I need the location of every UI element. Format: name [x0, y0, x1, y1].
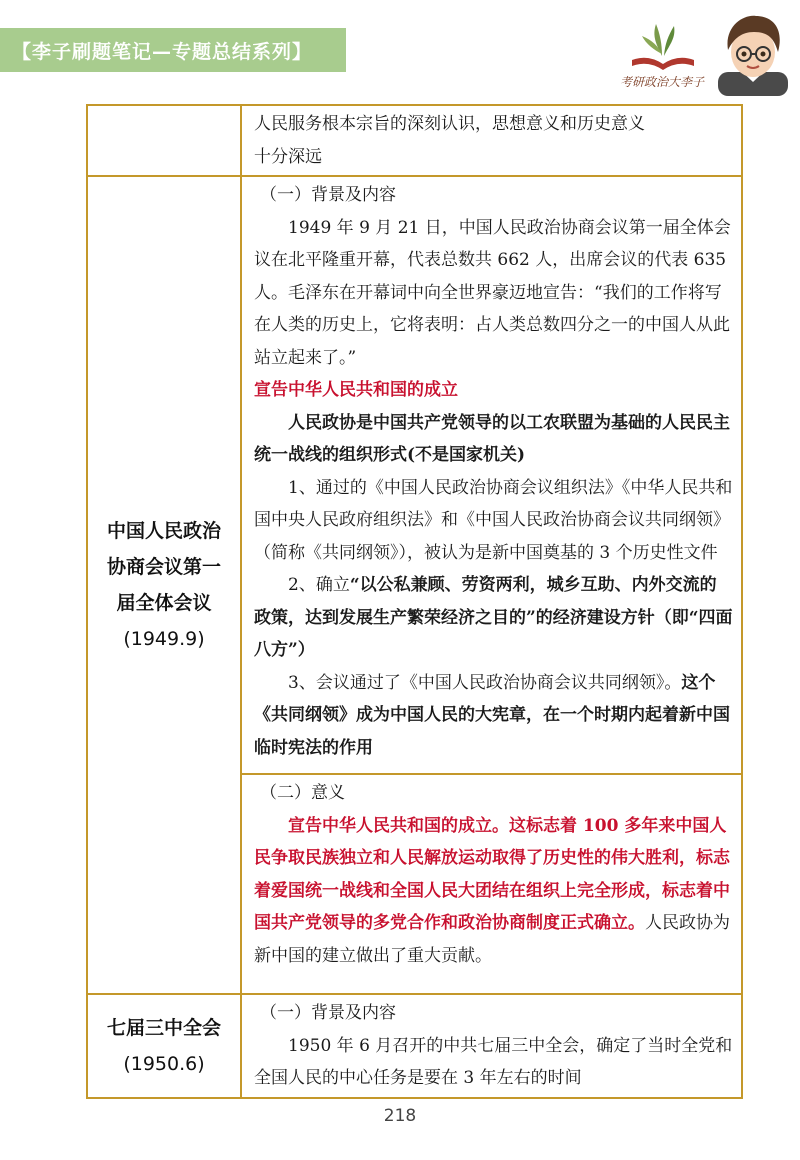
banner-title: 【李子刷题笔记—专题总结系列】	[12, 40, 313, 63]
topic-cell-cppcc	[87, 176, 241, 994]
series-banner	[0, 28, 346, 72]
logo-text: 考研政治大李子	[619, 75, 705, 89]
highlight-text: 宣告中华人民共和国的成立	[254, 380, 458, 400]
continued-text-line: 人民服务根本宗旨的深刻认识，思想意义和历史意义	[254, 114, 645, 134]
list-item: 3、会议通过了《中国人民政治协商会议共同纲领》。这个《共同纲领》成为中国人民的大宪章，在一个时期内起着新中国临时宪法的作用	[254, 672, 730, 758]
history-table	[86, 104, 743, 1099]
table-row	[87, 176, 742, 774]
content-cell-significance	[241, 774, 742, 994]
list-item: 1、通过的《中国人民政治协商会议组织法》《中华人民共和国中央人民政府组织法》和《中国人民政治协商会议共同纲领》（简称《共同纲领》），被认为是新中国奠基的 3 个历史性文件	[254, 477, 733, 563]
continued-text-line: 十分深远	[254, 146, 322, 167]
topic-title: 七届三中全会 (1950.6)	[106, 1016, 221, 1075]
topic-cell-empty	[87, 105, 241, 176]
content-cell-background	[241, 176, 742, 774]
paragraph: 1949 年 9 月 21 日，中国人民政治协商会议第一届全体会议在北平隆重开幕，代表总数共 662 人，出席会议的代表 635 人。毛泽东在开幕词中向全世界豪迈地宣告：“我们的工作将写在人类的历史上，它将表明：占人类总数四分之一的中国人从此站立起来了。”	[254, 217, 731, 368]
paragraph: 1950 年 6 月召开的中共七届三中全会，确定了当时全党和全国人民的中心任务是要在 3 年左右的时间	[254, 1035, 733, 1088]
table-row	[87, 105, 742, 176]
topic-cell-third-plenum	[87, 994, 241, 1098]
avatar	[714, 12, 792, 96]
page-number: 218	[383, 1106, 417, 1126]
content-cell	[241, 994, 742, 1098]
table-row	[87, 994, 742, 1098]
section-heading: （二）意义	[260, 783, 345, 803]
topic-title: 中国人民政治 协商会议第一 届全体会议 (1949.9)	[106, 520, 221, 650]
list-item: 2、确立“以公私兼顾、劳资两利，城乡互助、内外交流的政策，达到发展生产繁荣经济之目的”的经济建设方针（即“四面八方”）	[254, 575, 733, 660]
logo-book-tree-icon	[612, 14, 714, 90]
section-heading: （一）背景及内容	[260, 1003, 396, 1023]
paragraph: 宣告中华人民共和国的成立。这标志着 100 多年来中国人民争取民族独立和人民解放运动取得了历史性的伟大胜利，标志着爱国统一战线和全国人民大团结在组织上完全形成，标志着中国共产党领导的多党合作和政治协商制度正式确立。人民政协为新中国的建立做出了重大贡献。	[254, 815, 730, 966]
bold-paragraph: 人民政协是中国共产党领导的以工农联盟为基础的人民民主统一战线的组织形式(不是国家机关)	[254, 412, 730, 465]
section-heading: （一）背景及内容	[260, 185, 396, 205]
content-cell	[241, 105, 742, 176]
